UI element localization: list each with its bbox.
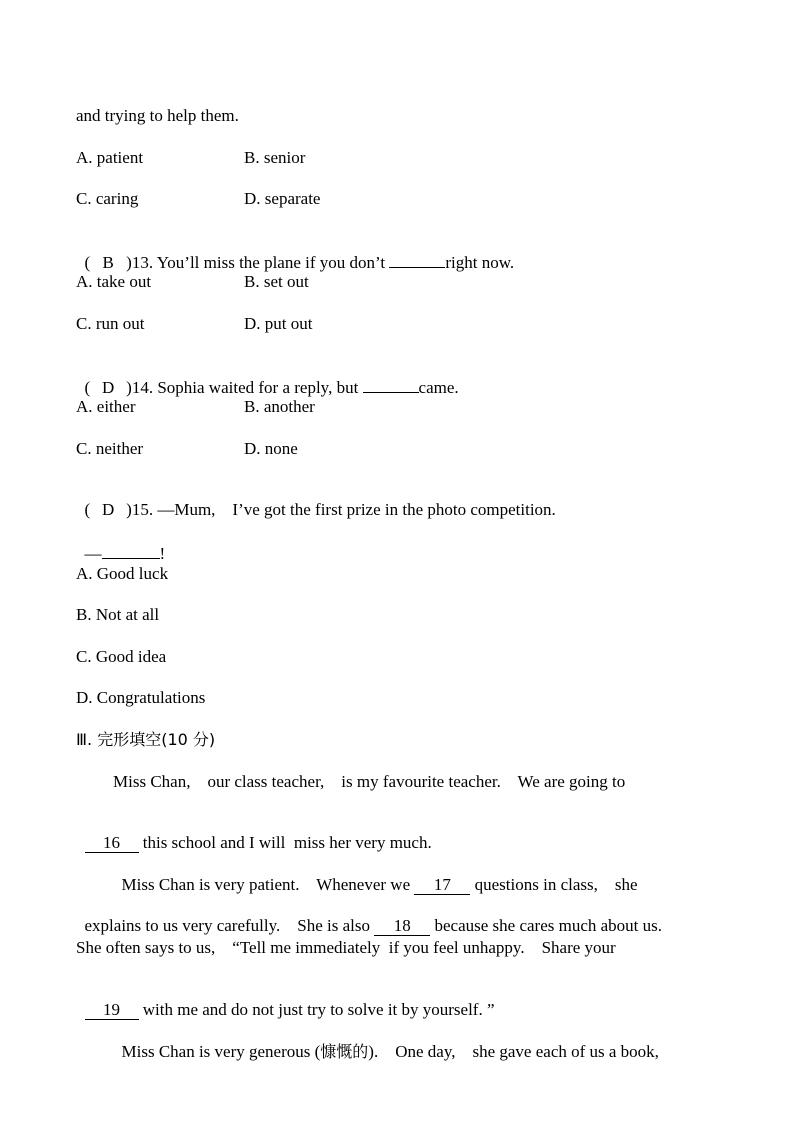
q15-reply bbox=[76, 522, 165, 564]
q15-answer: D bbox=[102, 500, 115, 519]
passage-p3-chinese-gloss: 慷慨的 bbox=[320, 1042, 369, 1061]
q14-paren-open: ( bbox=[84, 378, 91, 397]
passage-p1-line1: Miss Chan, our class teacher, is my favourite teacher. We are going to bbox=[113, 772, 626, 791]
q13-question: )13. You’ll miss the plane if you don’t bbox=[126, 253, 390, 272]
q13-option-a: A. take out bbox=[76, 272, 152, 291]
q15-reply-end: ! bbox=[159, 544, 166, 563]
q15-stem bbox=[76, 480, 556, 520]
passage-p2-line2 bbox=[76, 896, 662, 936]
q15-blank bbox=[102, 542, 160, 559]
q13-option-c: C. run out bbox=[76, 314, 145, 333]
q14-question: )14. Sophia waited for a reply, but bbox=[126, 378, 363, 397]
q15-option-c: C. Good idea bbox=[76, 647, 167, 666]
passage-p2-line2-b: because she cares much about us. bbox=[430, 916, 663, 935]
passage-p2-line1-a: Miss Chan is very patient. Whenever we bbox=[121, 875, 415, 894]
passage-p3-line1 bbox=[113, 1022, 659, 1062]
q13-after-blank: right now. bbox=[445, 253, 515, 272]
q15-question: )15. —Mum, I’ve got the first prize in the photo competition. bbox=[126, 500, 556, 519]
q14-answer: D bbox=[102, 378, 115, 397]
q12-option-d: D. separate bbox=[244, 189, 321, 208]
passage-p2-line2-a: explains to us very carefully. She is also bbox=[84, 916, 375, 935]
q14-option-a: A. either bbox=[76, 397, 136, 416]
q14-after-blank: came. bbox=[418, 378, 459, 397]
passage-p2-line1 bbox=[113, 855, 638, 895]
q14-stem bbox=[76, 356, 459, 398]
q13-option-d: D. put out bbox=[244, 314, 313, 333]
q13-stem bbox=[76, 231, 514, 273]
q15-option-d: D. Congratulations bbox=[76, 688, 206, 707]
q14-option-c: C. neither bbox=[76, 439, 144, 458]
q12-stem-tail: and trying to help them. bbox=[76, 106, 239, 125]
q12-option-b: B. senior bbox=[244, 148, 306, 167]
passage-p2-line3: She often says to us, “Tell me immediately if you feel unhappy. Share your bbox=[76, 938, 616, 957]
q15-reply-dash: — bbox=[84, 544, 102, 563]
blank-18: 18 bbox=[374, 917, 430, 936]
passage-p2-line4-text: with me and do not just try to solve it by yourself. ” bbox=[138, 1000, 495, 1019]
passage-p2-line4 bbox=[76, 980, 495, 1020]
blank-19: 19 bbox=[85, 1001, 139, 1020]
passage-p2-line1-b: questions in class, she bbox=[470, 875, 638, 894]
q15-option-a: A. Good luck bbox=[76, 564, 169, 583]
q14-option-d: D. none bbox=[244, 439, 298, 458]
q12-option-a: A. patient bbox=[76, 148, 144, 167]
q14-option-b: B. another bbox=[244, 397, 315, 416]
q13-option-b: B. set out bbox=[244, 272, 309, 291]
q13-blank bbox=[389, 251, 445, 268]
q12-option-c: C. caring bbox=[76, 189, 139, 208]
q13-paren-open: ( bbox=[84, 253, 91, 272]
passage-p1-line2-text: this school and I will miss her very much. bbox=[138, 833, 432, 852]
q13-answer: B bbox=[102, 253, 114, 272]
q15-option-b: B. Not at all bbox=[76, 605, 160, 624]
passage-p1-line2 bbox=[76, 813, 432, 853]
q15-paren-open: ( bbox=[84, 500, 91, 519]
section-heading: Ⅲ. 完形填空(10 分) bbox=[76, 730, 216, 749]
blank-17: 17 bbox=[414, 876, 470, 895]
q14-blank bbox=[363, 376, 419, 393]
passage-p3-line1-b: ). One day, she gave each of us a book, bbox=[368, 1042, 659, 1061]
passage-p3-line1-a: Miss Chan is very generous ( bbox=[121, 1042, 321, 1061]
blank-16: 16 bbox=[85, 834, 139, 853]
